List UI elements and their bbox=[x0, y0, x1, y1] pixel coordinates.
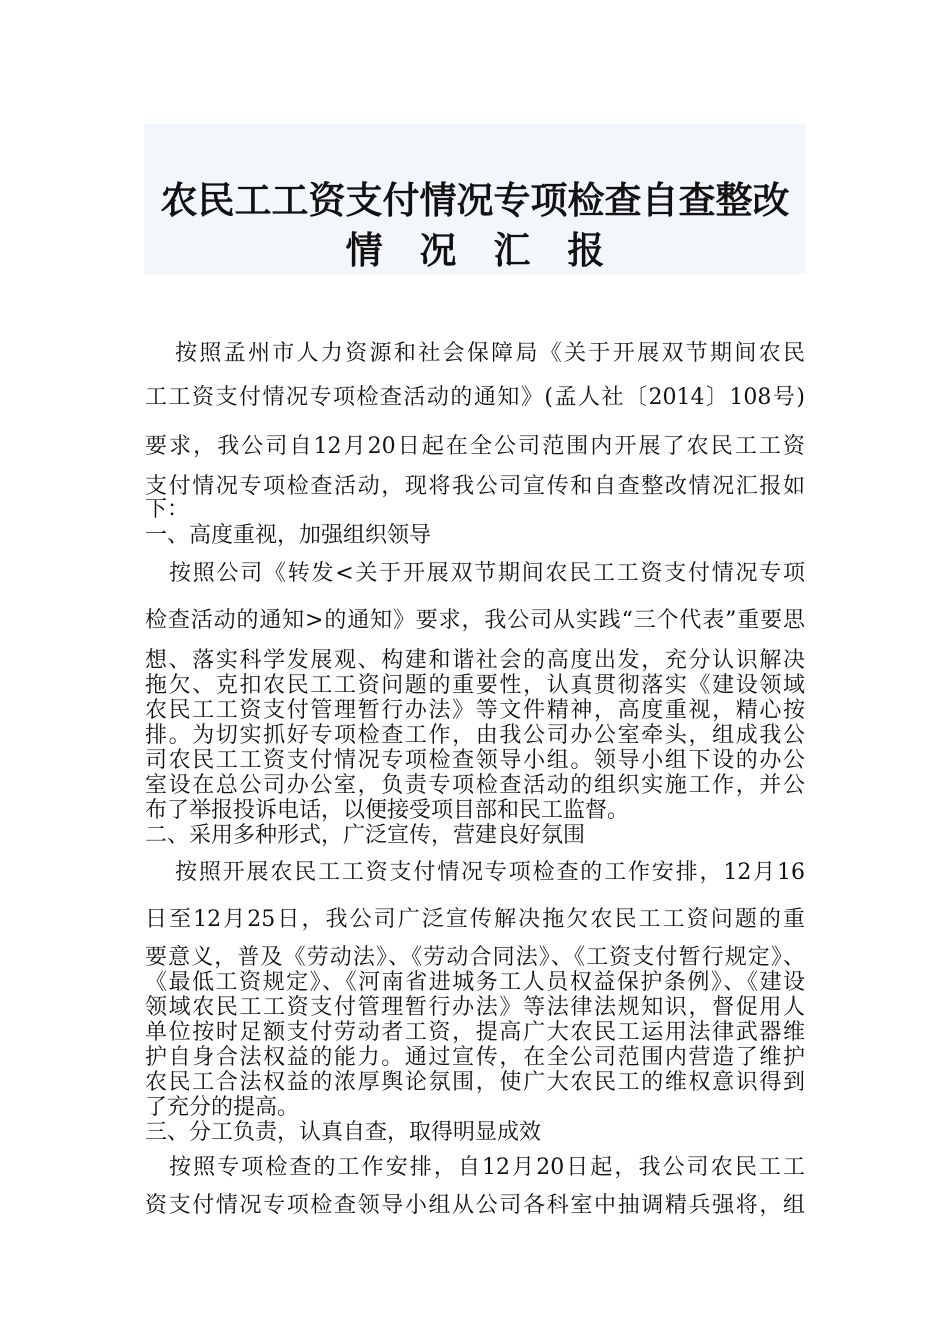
body-text-line: 支付情况专项检查活动，现将我公司宣传和自查整改情况汇报如 bbox=[145, 474, 805, 499]
body-text-line: 按照公司《转发<关于开展双节期间农民工工资支付情况专项 bbox=[169, 561, 805, 586]
body-text-line: 单位按时足额支付劳动者工资，提高广大农民工运用法律武器维 bbox=[145, 1020, 805, 1045]
document-title-line-1: 农民工工资支付情况专项检查自查整改 bbox=[160, 178, 790, 222]
body-text-line: 司农民工工资支付情况专项检查领导小组。领导小组下设的办公 bbox=[145, 748, 805, 773]
body-text-line: 检查活动的通知>的通知》要求，我公司从实践“三个代表”重要思 bbox=[145, 608, 805, 633]
body-text-line: 资支付情况专项检查领导小组从公司各科室中抽调精兵强将，组 bbox=[145, 1193, 805, 1218]
body-text-line: 了充分的提高。 bbox=[145, 1095, 300, 1120]
title-block bbox=[144, 124, 806, 274]
document-title-line-2: 情 况 汇 报 bbox=[345, 228, 617, 272]
body-text-line: 要求，我公司自12月20日起在全公司范围内开展了农民工工资 bbox=[145, 434, 805, 459]
body-text-line: 按照专项检查的工作安排，自12月20日起，我公司农民工工 bbox=[169, 1155, 805, 1180]
body-text-line: 《最低工资规定》、《河南省进城务工人员权益保护条例》、《建设 bbox=[145, 970, 805, 995]
body-text-line: 室设在总公司办公室，负责专项检查活动的组织实施工作，并公 bbox=[145, 773, 805, 798]
body-text-line: 拖欠、克扣农民工工资问题的重要性，认真贯彻落实《建设领域 bbox=[145, 673, 805, 698]
body-text-line: 农民工合法权益的浓厚舆论氛围，使广大农民工的维权意识得到 bbox=[145, 1070, 805, 1095]
body-text-line: 领域农民工工资支付管理暂行办法》等法律法规知识，督促用人 bbox=[145, 995, 805, 1020]
body-text-line: 想、落实科学发展观、构建和谐社会的高度出发，充分认识解决 bbox=[145, 648, 805, 673]
body-text-line: 工工资支付情况专项检查活动的通知》(孟人社〔2014〕108号) bbox=[145, 385, 805, 410]
body-text-line: 下： bbox=[145, 497, 190, 522]
body-text-line: 按照开展农民工工资支付情况专项检查的工作安排，12月16 bbox=[175, 860, 805, 885]
body-text-line: 要意义，普及《劳动法》、《劳动合同法》、《工资支付暂行规定》、 bbox=[145, 945, 805, 970]
body-text-line: 护自身合法权益的能力。通过宣传，在全公司范围内营造了维护 bbox=[145, 1045, 805, 1070]
body-text-line: 按照孟州市人力资源和社会保障局《关于开展双节期间农民 bbox=[175, 341, 805, 366]
body-text-line: 日至12月25日，我公司广泛宣传解决拖欠农民工工资问题的重 bbox=[145, 907, 805, 932]
body-text-line: 农民工工资支付管理暂行办法》等文件精神，高度重视，精心按 bbox=[145, 698, 805, 723]
body-text-line: 排。为切实抓好专项检查工作，由我公司办公室牵头，组成我公 bbox=[145, 723, 805, 748]
body-text-line: 布了举报投诉电话，以便接受项目部和民工监督。 bbox=[145, 798, 630, 823]
body-text-line: 三、分工负责，认真自查，取得明显成效 bbox=[145, 1120, 542, 1145]
body-text-line: 二、采用多种形式，广泛宣传，营建良好氛围 bbox=[145, 823, 586, 848]
body-text-line: 一、高度重视，加强组织领导 bbox=[145, 523, 432, 548]
